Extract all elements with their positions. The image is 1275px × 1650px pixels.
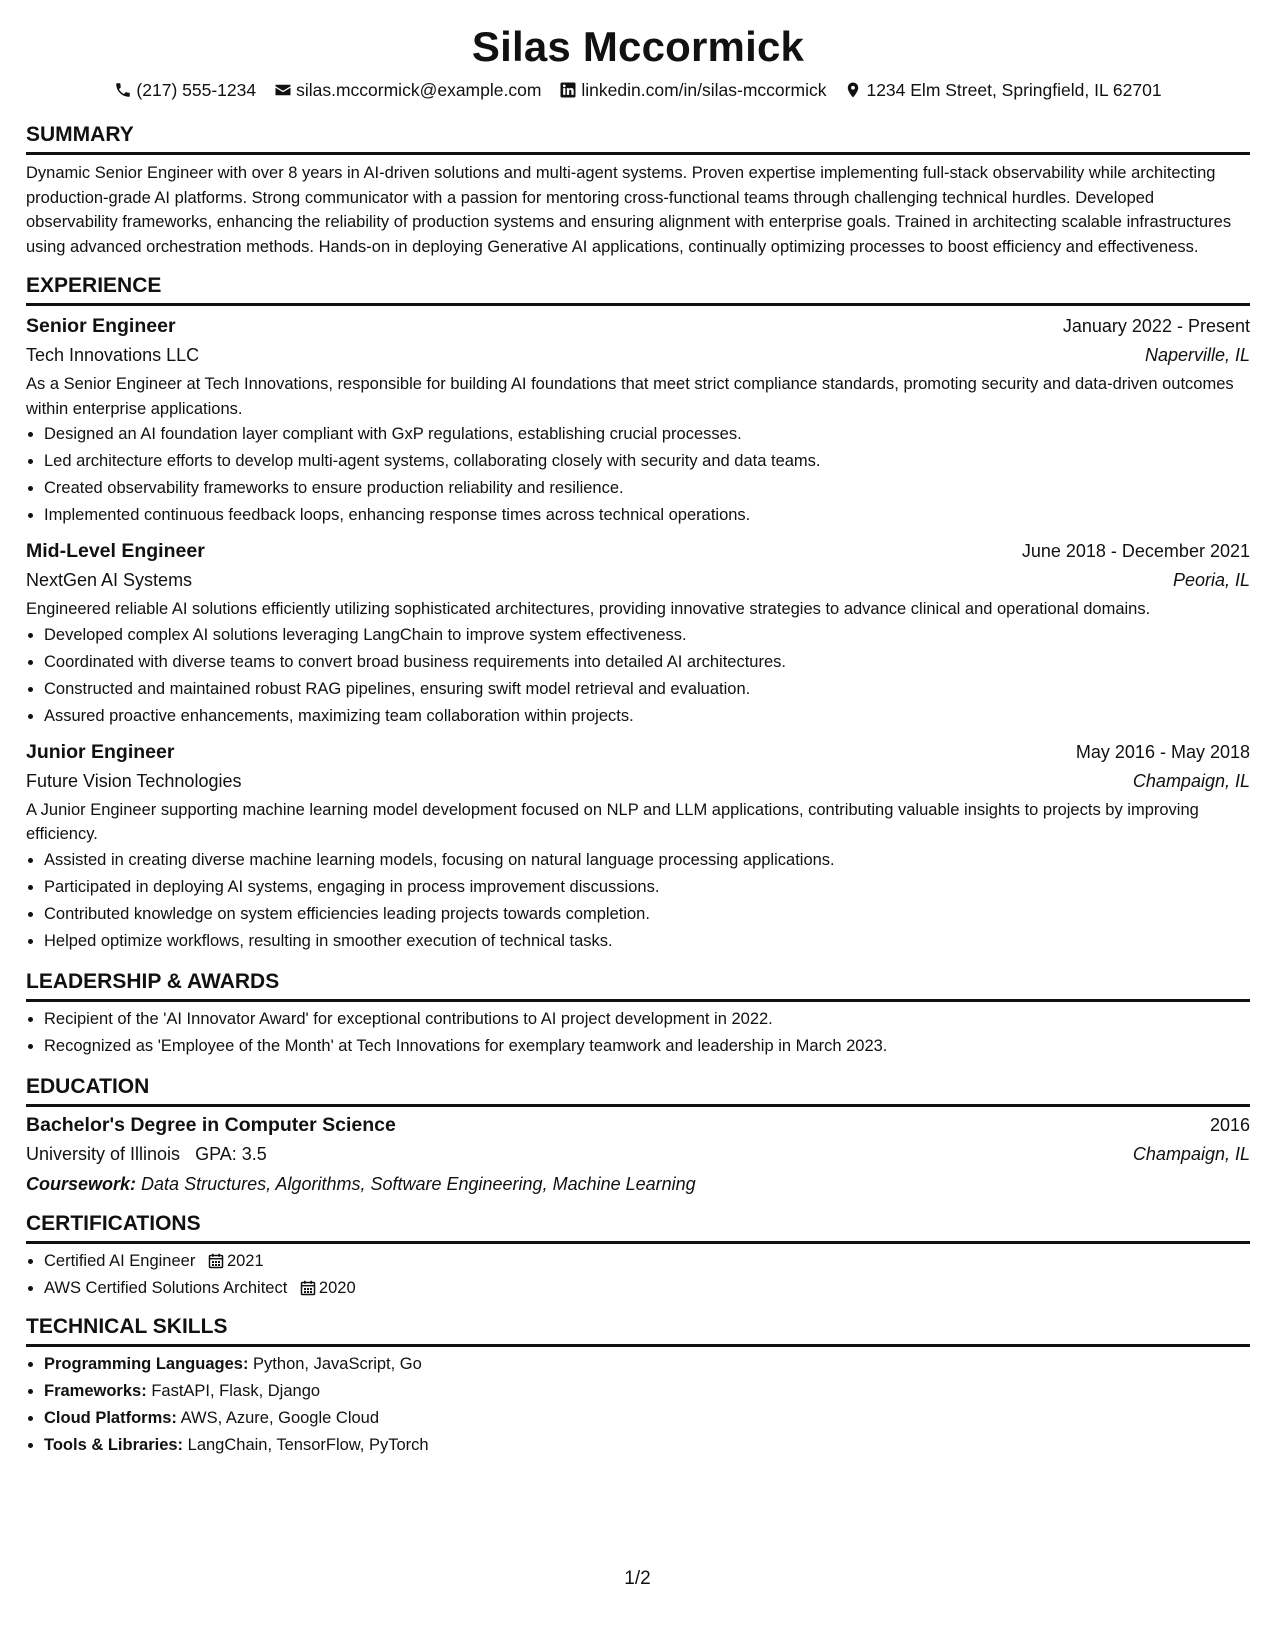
cert-name: AWS Certified Solutions Architect: [44, 1278, 288, 1297]
skill-value: Python, JavaScript, Go: [253, 1354, 422, 1373]
list-item: • Constructed and maintained robust RAG pipelines, ensuring swift model retrieval and evaluation.: [44, 676, 1250, 703]
list-item: [44, 1378, 1250, 1405]
section-title-certifications: CERTIFICATIONS: [26, 1211, 1250, 1244]
job-title: Senior Engineer: [26, 315, 176, 337]
skill-label: Programming Languages:: [44, 1354, 249, 1373]
job-dates: June 2018 - December 2021: [1021, 541, 1250, 561]
cert-name: Certified AI Engineer: [44, 1251, 196, 1270]
candidate-name: Silas Mccormick: [471, 23, 805, 70]
calendar-icon: [208, 1253, 224, 1269]
skill-label: Cloud Platforms:: [44, 1408, 177, 1427]
skill-value: AWS, Azure, Google Cloud: [180, 1408, 380, 1427]
list-item: • Created observability frameworks to ensure production reliability and resilience.: [44, 475, 1250, 502]
job-bullets: [26, 622, 1250, 730]
job-title: Mid-Level Engineer: [26, 540, 205, 562]
section-title-leadership: LEADERSHIP & AWARDS: [26, 969, 1250, 1002]
address-text: 1234 Elm Street, Springfield, IL 62701: [866, 80, 1162, 100]
job-entry: [26, 312, 1250, 529]
linkedin-icon: [559, 81, 577, 99]
list-item: • Developed complex AI solutions leveraging LangChain to improve system effectiveness.: [44, 622, 1250, 649]
job-entry: [26, 537, 1250, 730]
education-section: [26, 1074, 1250, 1199]
job-title: Junior Engineer: [26, 740, 175, 763]
skills-section: [26, 1314, 1250, 1459]
section-title-education: EDUCATION: [26, 1074, 1250, 1107]
email-link[interactable]: silas.mccormick@example.com: [296, 80, 542, 100]
contact-phone: [114, 78, 256, 102]
job-entry: [26, 738, 1250, 955]
skill-value: FastAPI, Flask, Django: [151, 1381, 321, 1400]
job-bullets: [26, 847, 1250, 955]
job-company: NextGen AI Systems: [26, 570, 193, 590]
job-bullets: [26, 421, 1250, 529]
cert-year: 2021: [226, 1251, 264, 1270]
list-item: • Recipient of the 'AI Innovator Award' for exceptional contributions to AI project development in 2022.: [44, 1006, 1250, 1033]
certifications-section: [26, 1211, 1250, 1302]
job-company: Tech Innovations LLC: [26, 345, 200, 365]
experience-section: [26, 273, 1250, 955]
list-item: • Implemented continuous feedback loops, enhancing response times across technical operations.: [44, 502, 1250, 529]
envelope-icon: [274, 81, 292, 99]
resume-page: [26, 0, 1250, 1459]
gpa-text: GPA: 3.5: [195, 1143, 267, 1164]
job-location: Peoria, IL: [1172, 570, 1250, 590]
contact-address: [844, 78, 1161, 102]
job-dates: May 2016 - May 2018: [1075, 741, 1250, 762]
list-item: • Contributed knowledge on system efficiencies leading projects towards completion.: [44, 901, 1250, 928]
certifications-list: [26, 1248, 1250, 1302]
summary-section: [26, 122, 1250, 259]
list-item: • Designed an AI foundation layer compliant with GxP regulations, establishing crucial processes.: [44, 421, 1250, 448]
list-item: [44, 1248, 1250, 1275]
skills-list: [26, 1351, 1250, 1459]
job-description: A Junior Engineer supporting machine learning model development focused on NLP and LLM applications, contributing valuable insights to projects by improving efficiency.: [26, 800, 1199, 843]
skill-label: Frameworks:: [44, 1381, 147, 1400]
school-location: Champaign, IL: [1132, 1143, 1250, 1164]
list-item: • Participated in deploying AI systems, engaging in process improvement discussions.: [44, 874, 1250, 901]
degree-title: Bachelor's Degree in Computer Science: [26, 1113, 396, 1136]
coursework-text: Data Structures, Algorithms, Software Engineering, Machine Learning: [141, 1173, 696, 1194]
skill-label: Tools & Libraries:: [44, 1435, 184, 1454]
list-item: • Helped optimize workflows, resulting in smoother execution of technical tasks.: [44, 928, 1250, 955]
skill-value: LangChain, TensorFlow, PyTorch: [187, 1435, 429, 1454]
summary-text: Dynamic Senior Engineer with over 8 years in AI-driven solutions and multi-agent systems. Proven expertise implementing full-stack observability while architecting production-grade AI platforms. Strong communicator with a passion for mentoring cross-functional teams through challenging technical hurdles. Developed observability frameworks, enhancing the reliability of production systems and ensuring alignment with enterprise goals. Trained in architecting scalable infrastructures using advanced orchestration methods. Hands-on in deploying Generative AI applications, continually optimizing processes to boost efficiency and effectiveness.: [26, 164, 1232, 256]
list-item: • Recognized as 'Employee of the Month' at Tech Innovations for exemplary teamwork and leadership in March 2023.: [44, 1033, 1250, 1060]
list-item: • Led architecture efforts to develop multi-agent systems, collaborating closely with security and data teams.: [44, 448, 1250, 475]
list-item: [44, 1275, 1250, 1302]
list-item: [44, 1351, 1250, 1378]
graduation-year: 2016: [1209, 1114, 1250, 1135]
list-item: • Assisted in creating diverse machine learning models, focusing on natural language processing applications.: [44, 847, 1250, 874]
contact-linkedin[interactable]: [559, 78, 826, 102]
job-location: Champaign, IL: [1132, 770, 1250, 791]
job-description: Engineered reliable AI solutions efficiently utilizing sophisticated architectures, providing innovative strategies to advance clinical and operational domains.: [26, 600, 1151, 618]
page-number: 1/2: [624, 1568, 651, 1589]
list-item: [44, 1405, 1250, 1432]
map-pin-icon: [844, 81, 862, 99]
list-item: • Assured proactive enhancements, maximizing team collaboration within projects.: [44, 703, 1250, 730]
job-location: Naperville, IL: [1144, 345, 1250, 365]
phone-text: (217) 555-1234: [136, 80, 257, 100]
cert-year: 2020: [318, 1278, 356, 1297]
calendar-icon: [300, 1280, 316, 1296]
job-description: As a Senior Engineer at Tech Innovations, responsible for building AI foundations that meet strict compliance standards, promoting security and data-driven outcomes within enterprise applications.: [26, 375, 1234, 418]
contact-bar: [26, 78, 1250, 102]
phone-icon: [114, 81, 132, 99]
section-title-experience: EXPERIENCE: [26, 273, 1250, 306]
school-name: University of Illinois: [26, 1143, 181, 1164]
awards-list: [26, 1006, 1250, 1060]
contact-email[interactable]: [274, 78, 541, 102]
leadership-section: [26, 969, 1250, 1060]
coursework-line: [26, 1169, 1250, 1199]
coursework-label: Coursework:: [26, 1173, 137, 1194]
job-company: Future Vision Technologies: [26, 770, 242, 791]
list-item: • Coordinated with diverse teams to convert broad business requirements into detailed AI architectures.: [44, 649, 1250, 676]
section-title-skills: TECHNICAL SKILLS: [26, 1314, 1250, 1347]
school-line: [26, 1139, 267, 1169]
section-title-summary: SUMMARY: [26, 122, 1250, 155]
list-item: [44, 1432, 1250, 1459]
job-dates: January 2022 - Present: [1062, 316, 1250, 336]
linkedin-link[interactable]: linkedin.com/in/silas-mccormick: [581, 80, 827, 100]
